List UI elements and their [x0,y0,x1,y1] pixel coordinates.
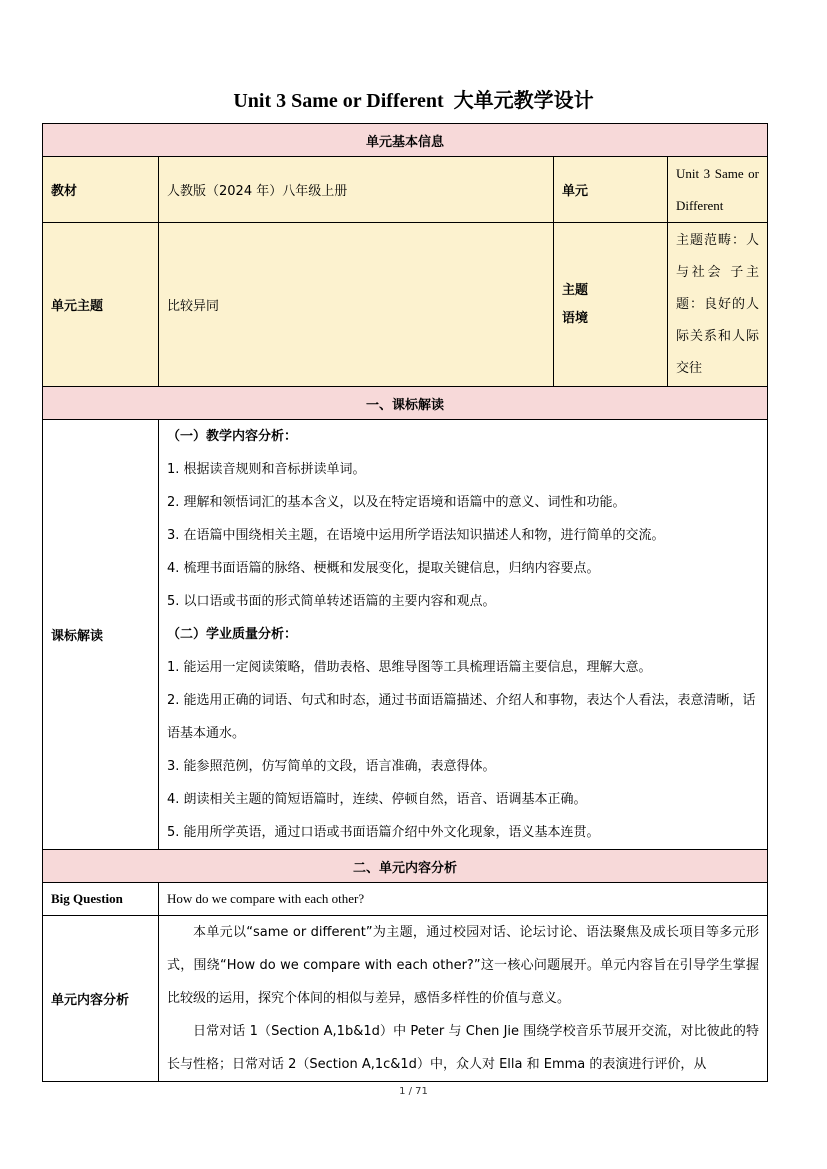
quality-item: 4. 朗读相关主题的简短语篇时，连续、停顿自然，语音、语调基本正确。 [167,792,587,807]
context-value: 主题范畴：人与社会 子主题：良好的人际关系和人际交往 [668,223,768,387]
standards-label: 课标解读 [43,420,159,850]
quality-item: 3. 能参照范例，仿写简单的文段，语言准确，表意得体。 [167,759,496,774]
basic-info-band-row [43,124,768,157]
quality-item: 5. 能用所学英语，通过口语或书面语篇介绍中外文化现象，语义基本连贯。 [167,825,600,840]
big-question-label: Big Question [43,883,159,916]
content-item: 1. 根据读音规则和音标拼读单词。 [167,462,366,477]
page-title: Unit 3 Same or Different 大单元教学设计 [233,90,594,112]
unit-value: Unit 3 Same or Different [668,157,768,223]
quality-item: 2. 能选用正确的词语、句式和时态，通过书面语篇描述、介绍人和事物，表达个人看法，表意清晰，话语基本通水。 [167,693,756,741]
unit-design-table [42,123,768,1082]
section-basic-info: 单元基本信息 [43,124,768,157]
standards-row [43,420,768,850]
context-label [554,223,668,387]
section-two-band-row [43,850,768,883]
big-question-value: How do we compare with each other? [159,883,768,916]
context-label-line2: 语境 [562,310,589,326]
section-standards: 一、课标解读 [43,387,768,420]
analysis-label: 单元内容分析 [43,916,159,1082]
content-item: 3. 在语篇中围绕相关主题，在语境中运用所学语法知识描述人和物，进行简单的交流。 [167,528,665,543]
context-label-line1: 主题 [562,282,589,298]
quality-heading: （二）学业质量分析： [167,627,298,642]
big-question-row [43,883,768,916]
theme-label: 单元主题 [43,223,159,387]
textbook-row [43,157,768,223]
theme-value: 比较异同 [159,223,554,387]
section-one-band-row [43,387,768,420]
analysis-row [43,916,768,1082]
section-content-analysis: 二、单元内容分析 [43,850,768,883]
analysis-paragraph: 日常对话 1（Section A,1b&1d）中 Peter 与 Chen Jie 围绕学校音乐节展开交流，对比彼此的特长与性格；日常对话 2（Section A,1c&1d）中，众人对 Ella 和 Emma 的表演进行评价，从 [167,1024,760,1072]
theme-row [43,223,768,387]
textbook-value: 人教版（2024 年）八年级上册 [159,157,554,223]
textbook-label: 教材 [43,157,159,223]
quality-item: 1. 能运用一定阅读策略，借助表格、思维导图等工具梳理语篇主要信息，理解大意。 [167,660,652,675]
page-number: 1 / 71 [399,1086,428,1097]
content-item: 5. 以口语或书面的形式简单转述语篇的主要内容和观点。 [167,594,496,609]
content-item: 2. 理解和领悟词汇的基本含义，以及在特定语境和语篇中的意义、词性和功能。 [167,495,626,510]
standards-content [159,420,768,850]
content-heading: （一）教学内容分析： [167,429,298,444]
analysis-paragraph: 本单元以“same or different”为主题，通过校园对话、论坛讨论、语法聚焦及成长项目等多元形式，围绕“How do we compare with each other?”这一核心问题展开。单元内容旨在引导学生掌握比较级的运用，探究个体间的相似与差异，感悟多样性的价值与意义。 [167,925,760,1006]
unit-label: 单元 [554,157,668,223]
analysis-content [159,916,768,1082]
content-item: 4. 梳理书面语篇的脉络、梗概和发展变化，提取关键信息，归纳内容要点。 [167,561,600,576]
